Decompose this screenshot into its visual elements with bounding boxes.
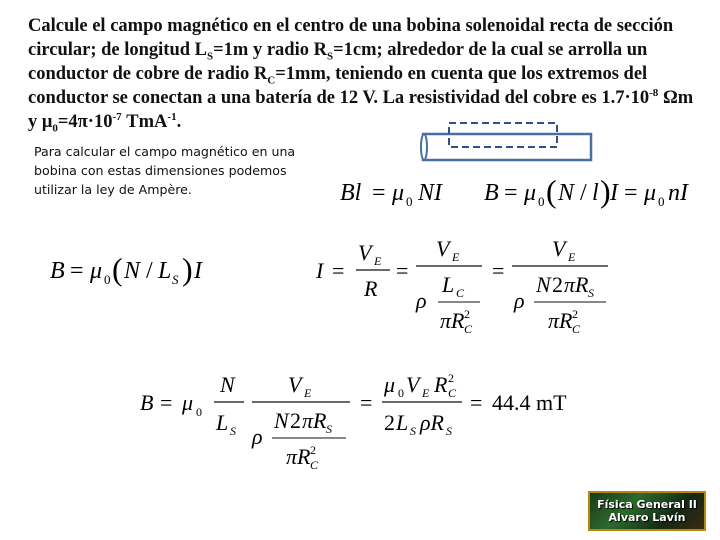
svg-text:E: E	[374, 254, 382, 268]
svg-text:L: L	[158, 258, 172, 284]
svg-text:V: V	[406, 372, 420, 397]
ampere-law-equation	[338, 168, 698, 216]
svg-text:=: =	[396, 258, 409, 283]
svg-text:μ: μ	[524, 180, 537, 206]
field-general-equation	[48, 250, 228, 290]
svg-text:C: C	[456, 286, 465, 300]
svg-text:πR: πR	[548, 308, 573, 333]
svg-text:E: E	[452, 250, 460, 264]
solenoid-end	[421, 134, 427, 160]
svg-text:V: V	[436, 236, 450, 261]
svg-text:L: L	[442, 272, 455, 297]
explanation-note: Para calcular el campo magnético en una bobina con estas dimensiones podemos utilizar la ley de Ampère.	[34, 144, 296, 197]
svg-text:S: S	[172, 272, 179, 287]
svg-text:=: =	[160, 390, 173, 415]
svg-text:ρR: ρR	[420, 410, 444, 435]
svg-text:S: S	[410, 424, 416, 438]
svg-text:0: 0	[104, 272, 111, 287]
svg-text:=: =	[492, 258, 505, 283]
svg-text:l: l	[592, 180, 599, 206]
course-badge	[588, 491, 706, 531]
svg-text:R: R	[434, 372, 448, 397]
svg-text:V: V	[288, 372, 302, 397]
svg-text:=: =	[504, 180, 518, 206]
svg-text:R: R	[364, 276, 378, 301]
problem-statement: Calcule el campo magnético en el centro de una bobina solenoidal recta de sección circular; de longitud $L_S=1m$ y radio $R_S=1cm$; alrededor de la cual se arrolla un conductor de cobre de radio $R_C=1mm$, teniendo en cuenta que los extremos del conductor se conectan a una batería de 12 V. La resistividad del cobre es $1.7\cdot 10^{-8}$ Ωm y $\mu_0=4\pi\cdot 10^{-7}$ TmA$^{-1}$.	[28, 16, 694, 135]
svg-text:μ: μ	[182, 390, 194, 415]
svg-text:nI: nI	[668, 180, 688, 206]
svg-text:I: I	[610, 180, 618, 206]
svg-text:2: 2	[464, 307, 470, 321]
svg-text:NI: NI	[418, 180, 442, 206]
svg-text:N: N	[274, 408, 289, 433]
svg-text:/: /	[146, 258, 153, 284]
svg-text:L: L	[396, 410, 409, 435]
svg-text:=: =	[372, 180, 386, 206]
badge-author: Alvaro Lavín	[608, 511, 686, 524]
svg-text:μ: μ	[644, 180, 657, 206]
svg-text:μ: μ	[90, 258, 103, 284]
svg-text:πR: πR	[286, 444, 311, 469]
svg-text:μ: μ	[384, 372, 396, 397]
svg-text:0: 0	[658, 194, 665, 209]
svg-text:πR: πR	[440, 308, 465, 333]
svg-text:E: E	[568, 250, 576, 264]
svg-text:(: (	[546, 173, 557, 209]
svg-text:2: 2	[572, 307, 578, 321]
current-equation	[312, 232, 612, 344]
svg-text:B: B	[484, 180, 499, 206]
svg-text:S: S	[446, 424, 452, 438]
svg-text:=: =	[360, 390, 373, 415]
svg-text:ρ: ρ	[514, 288, 525, 313]
svg-text:2: 2	[290, 408, 301, 433]
svg-text:2: 2	[384, 410, 395, 435]
svg-text:N: N	[558, 180, 575, 206]
svg-text:/: /	[580, 180, 587, 206]
svg-text:2: 2	[552, 272, 563, 297]
svg-text:ρ: ρ	[416, 288, 427, 313]
svg-text:I: I	[316, 258, 324, 283]
svg-text:=: =	[70, 258, 84, 284]
svg-text:N: N	[124, 258, 141, 284]
svg-text:C: C	[448, 386, 457, 400]
svg-text:E: E	[304, 386, 312, 400]
svg-text:2: 2	[448, 371, 454, 385]
svg-text:=: =	[470, 390, 483, 415]
final-field-equation	[138, 364, 588, 476]
svg-text:S: S	[588, 286, 594, 300]
svg-text:Bl: Bl	[340, 180, 362, 206]
svg-text:S: S	[326, 422, 332, 436]
svg-text:I: I	[194, 258, 202, 284]
svg-text:0: 0	[538, 194, 545, 209]
svg-text:B: B	[140, 390, 154, 415]
svg-text:0: 0	[406, 194, 413, 209]
svg-text:B: B	[50, 258, 65, 284]
svg-text:): )	[600, 173, 611, 209]
svg-text:N: N	[536, 272, 551, 297]
svg-text:S: S	[230, 424, 236, 438]
solenoid-diagram	[415, 118, 595, 164]
svg-text:πR: πR	[564, 272, 589, 297]
svg-text:N: N	[220, 372, 235, 397]
svg-text:μ: μ	[392, 180, 405, 206]
svg-text:=: =	[624, 180, 638, 206]
svg-text:): )	[182, 251, 193, 287]
svg-text:πR: πR	[302, 408, 327, 433]
svg-text:E: E	[422, 386, 430, 400]
svg-text:V: V	[358, 240, 372, 265]
badge-course: Física General II	[597, 498, 697, 511]
result-value: 44.4 mT	[492, 390, 567, 415]
svg-text:ρ: ρ	[252, 424, 263, 449]
svg-text:C: C	[572, 322, 581, 336]
svg-text:0: 0	[196, 405, 202, 419]
svg-text:(: (	[112, 251, 123, 287]
svg-text:C: C	[464, 322, 473, 336]
svg-text:0: 0	[398, 386, 404, 400]
svg-text:=: =	[332, 258, 345, 283]
svg-text:V: V	[552, 236, 566, 261]
svg-text:C: C	[310, 458, 319, 472]
svg-text:L: L	[216, 410, 229, 435]
svg-text:2: 2	[310, 443, 316, 457]
